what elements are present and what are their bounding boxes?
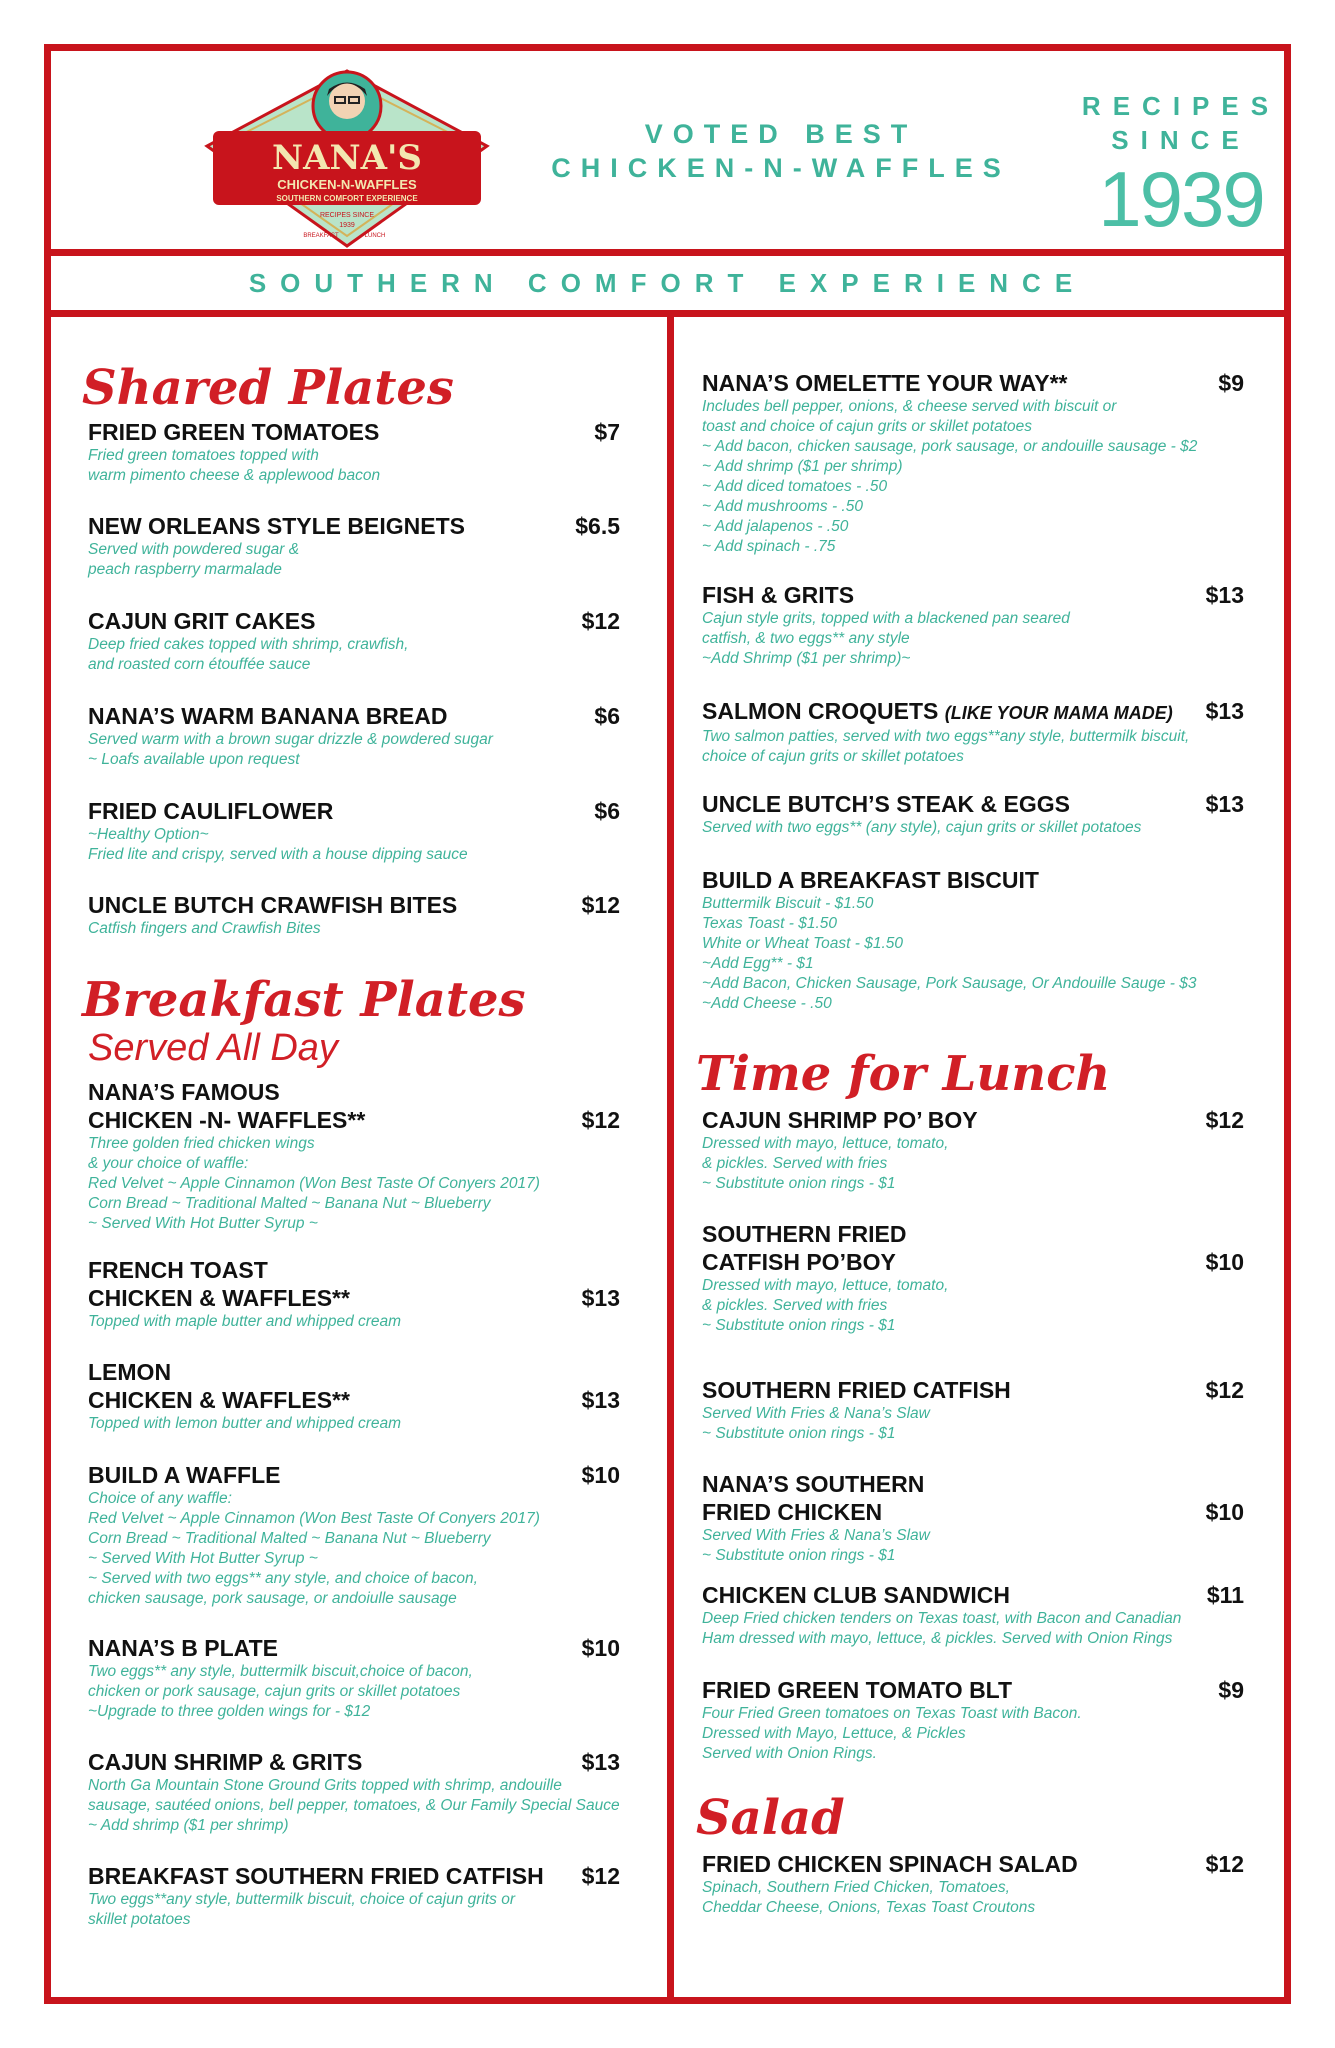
menu-item xyxy=(88,1862,620,1930)
item-name-text: CAJUN SHRIMP & GRITS xyxy=(88,1749,363,1775)
item-name-text: BUILD A WAFFLE xyxy=(88,1462,281,1488)
logo-line4: 1939 xyxy=(339,222,355,229)
item-description: Catfish fingers and Crawfish Bites xyxy=(88,920,321,937)
logo-line3: RECIPES SINCE xyxy=(319,212,375,219)
item-price: $13 xyxy=(581,1285,620,1311)
menu-item xyxy=(88,1358,620,1434)
item-description: Two salmon patties, served with two eggs**any style, buttermilk biscuit, choice of cajun grits or skillet potatoes xyxy=(702,728,1190,765)
item-name xyxy=(88,1862,620,1890)
item-price: $7 xyxy=(594,419,620,445)
item-description: Includes bell pepper, onions, & cheese served with biscuit or toast and choice of cajun grits or skillet potatoes ~ Add bacon, chicken sausage, pork sausage, or andouille sausage - $2 ~ Add shrimp ($1 per shrimp) ~ Add diced tomatoes - .50 ~ Add mushrooms - .50 ~ Add jalapenos - .50 ~ Add spinach - .75 xyxy=(702,398,1198,555)
item-price: $12 xyxy=(1205,1851,1244,1877)
item-price: $13 xyxy=(1205,698,1244,724)
menu-item xyxy=(702,1106,1244,1194)
item-description: Served with two eggs** (any style), cajun grits or skillet potatoes xyxy=(702,819,1142,836)
item-description: Buttermilk Biscuit - $1.50 Texas Toast - $1.50 White or Wheat Toast - $1.50 ~Add Egg** - $1 ~Add Bacon, Chicken Sausage, Pork Sausage, Or Andouille Sauge - $3 ~Add Cheese - .50 xyxy=(702,895,1197,1012)
item-name-text: UNCLE BUTCH CRAWFISH BITES xyxy=(88,892,458,918)
item-price: $12 xyxy=(581,1107,620,1133)
recipes-label: RECIPES xyxy=(1081,91,1281,121)
menu-item xyxy=(702,697,1244,767)
item-price: $12 xyxy=(581,608,620,634)
tagline-band xyxy=(51,256,1284,317)
item-description: Topped with maple butter and whipped cream xyxy=(88,1313,402,1330)
item-price: $6 xyxy=(594,798,620,824)
item-name xyxy=(702,1676,1244,1704)
logo-line6: LUNCH xyxy=(364,233,386,239)
item-name-line1: NANA’S FAMOUS xyxy=(88,1079,280,1105)
item-name xyxy=(88,418,620,446)
recipes-since xyxy=(1061,89,1301,241)
item-name-text: NEW ORLEANS STYLE BEIGNETS xyxy=(88,513,465,539)
menu-item xyxy=(702,1376,1244,1444)
item-name xyxy=(88,797,620,825)
menu-item xyxy=(88,1078,620,1234)
item-name xyxy=(88,891,620,919)
tagline: SOUTHERN COMFORT EXPERIENCE xyxy=(248,267,1087,298)
item-description: Spinach, Southern Fried Chicken, Tomatoes, Cheddar Cheese, Onions, Texas Toast Croutons xyxy=(702,1879,1036,1916)
menu-item xyxy=(702,790,1244,838)
item-name xyxy=(88,1284,620,1312)
item-name-text: FRIED CAULIFLOWER xyxy=(88,798,334,824)
served-all-day-subtitle: Served All Day xyxy=(88,1027,338,1069)
item-note: (LIKE YOUR MAMA MADE) xyxy=(944,703,1173,723)
item-price: $13 xyxy=(1205,582,1244,608)
menu-item xyxy=(702,581,1244,669)
item-name-text: FISH & GRITS xyxy=(702,582,855,608)
menu-item xyxy=(702,1470,1244,1566)
item-price: $11 xyxy=(1206,1582,1244,1608)
since-label: SINCE xyxy=(1111,125,1251,155)
item-price: $12 xyxy=(581,1863,620,1889)
menu-item xyxy=(88,512,620,580)
item-description: Deep fried cakes topped with shrimp, crawfish, and roasted corn étouffée sauce xyxy=(88,636,409,673)
menu-item xyxy=(88,418,620,486)
item-price: $12 xyxy=(1205,1107,1244,1133)
item-description: Three golden fried chicken wings & your choice of waffle: Red Velvet ~ Apple Cinnamon (Won Best Taste Of Conyers 2017) Corn Bread ~ Traditional Malted ~ Banana Nut ~ Blueberry ~ Served With Hot Butter Syrup ~ xyxy=(88,1135,540,1232)
item-name-text: SOUTHERN FRIED CATFISH xyxy=(702,1377,1011,1403)
item-description: Topped with lemon butter and whipped cream xyxy=(88,1415,402,1432)
item-name-text: FRIED GREEN TOMATO BLT xyxy=(702,1677,1013,1703)
item-name-line1: LEMON xyxy=(88,1359,172,1385)
time-for-lunch-title: Time for Lunch xyxy=(696,1046,1111,1102)
item-name-line1: NANA’S SOUTHERN xyxy=(702,1471,925,1497)
menu-item xyxy=(702,1581,1244,1649)
item-description: Served with powdered sugar & peach raspberry marmalade xyxy=(88,541,300,578)
item-name-text: CATFISH PO’BOY xyxy=(702,1249,896,1275)
item-name xyxy=(88,1634,620,1662)
menu-item xyxy=(88,891,620,939)
item-description: Two eggs**any style, buttermilk biscuit, choice of cajun grits or skillet potatoes xyxy=(88,1891,516,1928)
menu-item xyxy=(88,1748,620,1836)
item-name xyxy=(702,697,1244,727)
item-name-line1: SOUTHERN FRIED xyxy=(702,1221,907,1247)
item-name xyxy=(702,1376,1244,1404)
shared-plates-title: Shared Plates xyxy=(82,360,454,416)
item-name xyxy=(702,1850,1244,1878)
item-price: $6 xyxy=(594,703,620,729)
voted-best xyxy=(521,117,1041,185)
item-description: North Ga Mountain Stone Ground Grits topped with shrimp, andouille sausage, sautéed onions, bell pepper, tomatoes, & Our Family Special Sauce ~ Add shrimp ($1 per shrimp) xyxy=(88,1777,620,1834)
voted-line2: CHICKEN-N-WAFFLES xyxy=(551,153,1011,183)
item-description: Dressed with mayo, lettuce, tomato, & pickles. Served with fries ~ Substitute onion rings - $1 xyxy=(702,1135,949,1192)
menu-item xyxy=(702,866,1244,1014)
item-name xyxy=(702,1498,1244,1526)
item-price: $13 xyxy=(581,1387,620,1413)
salad-title: Salad xyxy=(696,1790,845,1846)
menu-item xyxy=(88,1256,620,1332)
item-name xyxy=(702,1248,1244,1276)
item-name xyxy=(702,866,1244,894)
item-name-text: NANA’S B PLATE xyxy=(88,1635,278,1661)
menu-item xyxy=(702,1850,1244,1918)
item-name xyxy=(88,1386,620,1414)
logo-line5: BREAKFAST xyxy=(303,233,339,239)
item-price: $10 xyxy=(581,1635,620,1661)
menu-item xyxy=(88,797,620,865)
since-year: 1939 xyxy=(1098,155,1264,243)
item-description: Deep Fried chicken tenders on Texas toast, with Bacon and Canadian Ham dressed with mayo, lettuce, & pickles. Served with Onion Rings xyxy=(702,1610,1182,1647)
menu-item xyxy=(88,607,620,675)
item-name xyxy=(702,1106,1244,1134)
item-price: $10 xyxy=(1205,1499,1244,1525)
column-divider xyxy=(667,317,674,2004)
item-name-text: CHICKEN & WAFFLES** xyxy=(88,1285,350,1311)
item-name-text: CHICKEN CLUB SANDWICH xyxy=(702,1582,1010,1608)
item-description: ~Healthy Option~ Fried lite and crispy, served with a house dipping sauce xyxy=(88,826,468,863)
menu-item xyxy=(702,369,1244,557)
item-name-text: BREAKFAST SOUTHERN FRIED CATFISH xyxy=(88,1863,544,1889)
item-description: Dressed with mayo, lettuce, tomato, & pickles. Served with fries ~ Substitute onion rings - $1 xyxy=(702,1277,949,1334)
item-name xyxy=(88,702,620,730)
logo-line2: SOUTHERN COMFORT EXPERIENCE xyxy=(276,194,418,203)
item-description: Served warm with a brown sugar drizzle & powdered sugar ~ Loafs available upon request xyxy=(88,731,493,768)
logo-name: NANA'S xyxy=(272,138,422,178)
item-name xyxy=(702,1581,1244,1609)
item-name xyxy=(88,607,620,635)
item-name xyxy=(702,790,1244,818)
menu-item xyxy=(88,1461,620,1609)
item-price: $6.5 xyxy=(575,513,620,539)
menu-item xyxy=(88,1634,620,1722)
item-price: $13 xyxy=(1205,791,1244,817)
breakfast-plates-title: Breakfast Plates xyxy=(82,972,526,1028)
item-name-text: FRIED GREEN TOMATOES xyxy=(88,419,380,445)
item-name xyxy=(88,1748,620,1776)
item-description: Served With Fries & Nana’s Slaw ~ Substitute onion rings - $1 xyxy=(702,1405,930,1442)
item-name-text: CAJUN GRIT CAKES xyxy=(88,608,316,634)
item-name-text: CAJUN SHRIMP PO’ BOY xyxy=(702,1107,978,1133)
item-name-line1: FRENCH TOAST xyxy=(88,1257,268,1283)
nanas-logo xyxy=(197,51,497,251)
item-name-text: NANA’S OMELETTE YOUR WAY** xyxy=(702,370,1068,396)
item-name xyxy=(702,369,1244,397)
item-price: $12 xyxy=(1205,1377,1244,1403)
menu-item xyxy=(88,702,620,770)
item-name xyxy=(88,512,620,540)
item-price: $10 xyxy=(581,1462,620,1488)
item-description: Cajun style grits, topped with a blackened pan seared catfish, & two eggs** any style ~Add Shrimp ($1 per shrimp)~ xyxy=(702,610,1070,667)
item-price: $10 xyxy=(1205,1249,1244,1275)
logo-line1: CHICKEN-N-WAFFLES xyxy=(277,177,417,192)
item-price: $13 xyxy=(581,1749,620,1775)
item-name-text: BUILD A BREAKFAST BISCUIT xyxy=(702,867,1039,893)
item-name xyxy=(702,581,1244,609)
item-name-text: SALMON CROQUETS xyxy=(702,698,939,724)
item-description: Fried green tomatoes topped with warm pimento cheese & applewood bacon xyxy=(88,447,381,484)
menu-item xyxy=(702,1676,1244,1764)
header xyxy=(51,51,1284,256)
item-name-text: CHICKEN & WAFFLES** xyxy=(88,1387,350,1413)
menu-item xyxy=(702,1220,1244,1336)
item-description: Two eggs** any style, buttermilk biscuit,choice of bacon, chicken or pork sausage, cajun grits or skillet potatoes ~Upgrade to three golden wings for - $12 xyxy=(88,1663,473,1720)
item-price: $12 xyxy=(581,892,620,918)
item-price: $9 xyxy=(1218,370,1244,396)
item-price: $9 xyxy=(1218,1677,1244,1703)
item-name xyxy=(88,1106,620,1134)
item-name-text: FRIED CHICKEN SPINACH SALAD xyxy=(702,1851,1078,1877)
item-name xyxy=(88,1461,620,1489)
item-description: Four Fried Green tomatoes on Texas Toast with Bacon. Dressed with Mayo, Lettuce, & Pickles Served with Onion Rings. xyxy=(702,1705,1082,1762)
item-name-text: NANA’S WARM BANANA BREAD xyxy=(88,703,448,729)
item-description: Served With Fries & Nana’s Slaw ~ Substitute onion rings - $1 xyxy=(702,1527,930,1564)
voted-line1: VOTED BEST xyxy=(644,119,918,149)
item-name-text: UNCLE BUTCH’S STEAK & EGGS xyxy=(702,791,1071,817)
item-description: Choice of any waffle: Red Velvet ~ Apple Cinnamon (Won Best Taste Of Conyers 2017) Corn Bread ~ Traditional Malted ~ Banana Nut ~ Blueberry ~ Served With Hot Butter Syrup ~ ~ Served with two eggs** any style, and choice of bacon, chicken sausage, pork sausage, or andoiulle sausage xyxy=(88,1490,540,1607)
item-name-text: CHICKEN -N- WAFFLES** xyxy=(88,1107,366,1133)
item-name-text: FRIED CHICKEN xyxy=(702,1499,883,1525)
